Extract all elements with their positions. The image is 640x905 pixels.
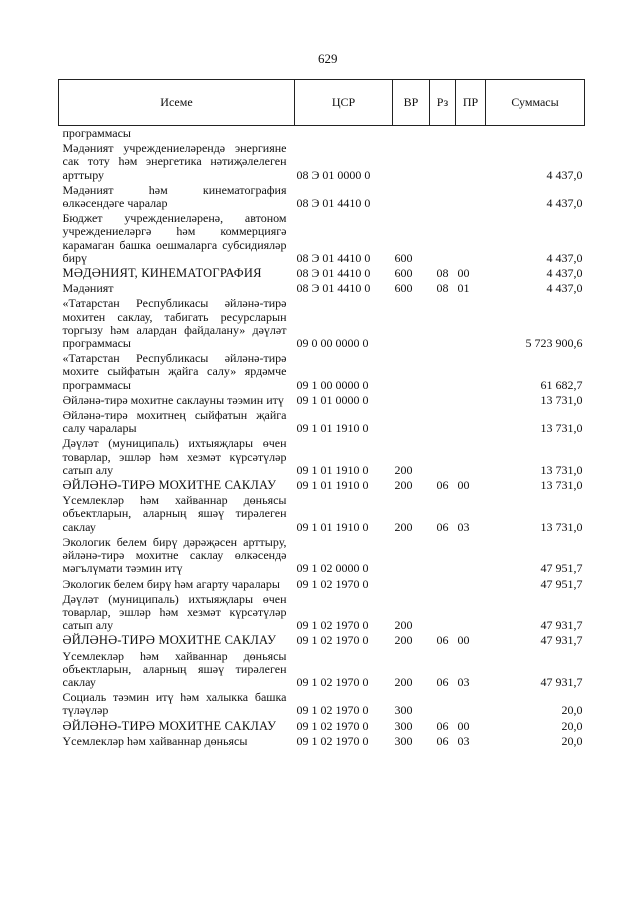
cell-pr: [456, 436, 486, 478]
table-row: [59, 734, 585, 749]
cell-name: Экологик белем бирү дәрәҗәсен арттыру, әйләнә-тирә мохитне саклау өлкәсендә мәгълүмати тәэмин итү: [62, 534, 287, 576]
cell-rz: [430, 211, 456, 266]
cell-pr: [456, 296, 486, 351]
cell-name: ӘЙЛӘНӘ-ТИРӘ МОХИТНЕ САКЛАУ: [62, 633, 277, 648]
cell-pr: 00: [457, 718, 470, 733]
cell-sum: 20,0: [561, 733, 583, 748]
cell-pr: [456, 592, 486, 634]
cell-rz: [430, 183, 456, 211]
cell-pr: [456, 141, 486, 183]
cell-pr: [456, 393, 486, 408]
cell-csr: 08 Э 01 0000 0: [296, 167, 371, 182]
cell-sum: 47 931,7: [540, 674, 583, 689]
cell-vr: 600: [394, 250, 413, 265]
cell-sum: 61 682,7: [540, 377, 583, 392]
table-row: [59, 690, 585, 718]
cell-rz: 06: [436, 478, 449, 493]
cell-rz: 08: [436, 281, 449, 296]
cell-sum: 4 437,0: [546, 167, 583, 182]
cell-rz: 06: [436, 718, 449, 733]
cell-csr: 09 1 01 0000 0: [296, 392, 369, 407]
cell-rz: [430, 393, 456, 408]
cell-vr: [393, 393, 430, 408]
cell-rz: [430, 141, 456, 183]
table-row: [59, 351, 585, 393]
cell-rz: [430, 126, 456, 142]
table-row: [59, 183, 585, 211]
cell-vr: 600: [394, 266, 413, 281]
table-row: [59, 633, 585, 648]
table-row: [59, 592, 585, 634]
cell-name: ӘЙЛӘНӘ-ТИРӘ МОХИТНЕ САКЛАУ: [62, 718, 277, 733]
cell-name: «Татарстан Республикасы әйләнә-тирә мохите сыйфатын җайга салу» ярдәмче программасы: [62, 351, 287, 392]
cell-pr: 00: [457, 478, 470, 493]
cell-csr: 09 1 00 0000 0: [296, 377, 369, 392]
cell-name: Дәүләт (муниципаль) ихтыяҗлары өчен товарлар, эшләр һәм хезмәт күрсәтүләр сатып алу: [62, 591, 287, 633]
cell-name: «Татарстан Республикасы әйләнә-тирә мохитен саклау, табигать ресурсларын торгызу һәм алардан файдалану» дәүләт программасы: [62, 296, 287, 351]
table-row: [59, 211, 585, 266]
cell-vr: [393, 351, 430, 393]
cell-name: Үсемлекләр һәм хайваннар дөньясы объектларын, аларның яшәү тирәлеген саклау: [62, 648, 287, 689]
table-row: [59, 649, 585, 691]
cell-name: Мәдәният: [62, 281, 114, 296]
cell-name: Үсемлекләр һәм хайваннар дөньясы объектларын, аларның яшәү тирәлеген саклау: [62, 493, 287, 534]
cell-vr: 200: [394, 618, 413, 633]
cell-rz: [430, 351, 456, 393]
table-row: [59, 493, 585, 535]
cell-csr: 08 Э 01 4410 0: [296, 250, 371, 265]
cell-csr: 08 Э 01 4410 0: [296, 281, 371, 296]
cell-rz: [430, 296, 456, 351]
cell-csr: 09 1 01 1910 0: [296, 478, 369, 493]
cell-csr: 09 0 00 0000 0: [296, 336, 369, 351]
cell-name: Мәдәният һәм кинематография өлкәсендәге чаралар: [62, 182, 287, 211]
cell-vr: [393, 296, 430, 351]
cell-vr: 200: [394, 478, 413, 493]
cell-rz: [430, 690, 456, 718]
cell-csr: 09 1 02 0000 0: [296, 561, 369, 576]
cell-vr: [393, 577, 430, 592]
cell-vr: [393, 141, 430, 183]
cell-vr: 200: [394, 462, 413, 477]
cell-sum: 47 931,7: [540, 633, 583, 648]
cell-pr: [456, 690, 486, 718]
cell-name: Әйләнә-тирә мохитне саклауны тәэмин итү: [62, 392, 284, 407]
cell-vr: [393, 408, 430, 436]
cell-rz: 08: [436, 266, 449, 281]
cell-rz: 06: [436, 633, 449, 648]
cell-name: Мәдәният учреждениеләрендә энергияне сак тоту һәм энергетика нәтиҗәлелеген арттыру: [62, 141, 287, 182]
cell-sum: 47 931,7: [540, 618, 583, 633]
cell-pr: [456, 351, 486, 393]
cell-rz: 06: [436, 733, 449, 748]
cell-vr: 300: [394, 733, 413, 748]
cell-csr: [295, 126, 393, 142]
cell-sum: 13 731,0: [540, 392, 583, 407]
cell-name: Әйләнә-тирә мохитнең сыйфатын җайга салу чаралары: [62, 408, 287, 436]
budget-table: [58, 79, 585, 749]
table-row: [59, 719, 585, 734]
cell-csr: 09 1 02 1970 0: [296, 674, 369, 689]
cell-pr: 01: [457, 281, 470, 296]
cell-rz: [430, 577, 456, 592]
cell-name: Үсемлекләр һәм хайваннар дөньясы: [62, 733, 248, 748]
cell-vr: 200: [394, 633, 413, 648]
cell-sum: 47 951,7: [540, 561, 583, 576]
header-vr: ВР: [393, 80, 430, 126]
header-name: Исеме: [59, 80, 295, 126]
cell-pr: 00: [457, 633, 470, 648]
cell-pr: 03: [457, 674, 470, 689]
cell-csr: 09 1 01 1910 0: [296, 421, 369, 436]
cell-name: ӘЙЛӘНӘ-ТИРӘ МОХИТНЕ САКЛАУ: [62, 478, 277, 493]
cell-vr: [393, 183, 430, 211]
cell-vr: 300: [394, 703, 413, 718]
cell-name: МӘДӘНИЯТ, КИНЕМАТОГРАФИЯ: [62, 266, 262, 281]
table-row: [59, 296, 585, 351]
table-row: [59, 535, 585, 577]
cell-sum: 13 731,0: [540, 462, 583, 477]
table-row: [59, 436, 585, 478]
header-rz: Рз: [430, 80, 456, 126]
cell-vr: [393, 126, 430, 142]
cell-rz: [430, 436, 456, 478]
cell-sum: 5 723 900,6: [525, 336, 583, 351]
cell-pr: [456, 535, 486, 577]
cell-sum: 13 731,0: [540, 478, 583, 493]
cell-pr: 03: [457, 519, 470, 534]
table-row: [59, 577, 585, 592]
cell-vr: 200: [394, 674, 413, 689]
table-row: [59, 126, 585, 142]
cell-sum: 13 731,0: [540, 421, 583, 436]
cell-csr: 09 1 02 1970 0: [296, 576, 369, 591]
cell-rz: [430, 535, 456, 577]
cell-rz: [430, 592, 456, 634]
cell-csr: 09 1 02 1970 0: [296, 718, 369, 733]
cell-sum: 20,0: [561, 718, 583, 733]
table-row: [59, 408, 585, 436]
cell-csr: 09 1 01 1910 0: [296, 462, 369, 477]
table-row: [59, 141, 585, 183]
cell-pr: [456, 183, 486, 211]
cell-sum: 4 437,0: [546, 250, 583, 265]
table-row: [59, 281, 585, 296]
cell-rz: [430, 408, 456, 436]
table-body: [59, 126, 585, 749]
cell-name: Бюджет учреждениеләренә, автоном учреждениеләргә һәм коммерциягә карамаган башка оешмаларга субсидияләр бирү: [62, 211, 287, 265]
cell-name: программасы: [62, 126, 131, 140]
cell-pr: [456, 126, 486, 142]
header-pr: ПР: [456, 80, 486, 126]
cell-rz: 06: [436, 519, 449, 534]
cell-sum: 4 437,0: [546, 196, 583, 211]
cell-sum: 4 437,0: [546, 266, 583, 281]
cell-vr: 300: [394, 718, 413, 733]
cell-csr: 09 1 02 1970 0: [296, 703, 369, 718]
cell-sum: 4 437,0: [546, 281, 583, 296]
cell-name: Дәүләт (муниципаль) ихтыяҗлары өчен товарлар, эшләр һәм хезмәт күрсәтүләр сатып алу: [62, 436, 287, 477]
cell-csr: 08 Э 01 4410 0: [296, 196, 371, 211]
cell-rz: 06: [436, 674, 449, 689]
cell-csr: 08 Э 01 4410 0: [296, 266, 371, 281]
table-row: [59, 478, 585, 493]
cell-sum: 20,0: [561, 703, 583, 718]
cell-vr: 200: [394, 519, 413, 534]
table-row: [59, 393, 585, 408]
table-row: [59, 266, 585, 281]
cell-name: Экологик белем бирү һәм агарту чаралары: [62, 576, 280, 591]
cell-name: Социаль тәэмин итү һәм халыкка башка түләүләр: [62, 690, 287, 718]
page-number: 629: [318, 51, 338, 66]
cell-pr: [456, 577, 486, 592]
table-header: [59, 80, 585, 126]
cell-csr: 09 1 02 1970 0: [296, 633, 369, 648]
cell-vr: [393, 535, 430, 577]
cell-csr: 09 1 02 1970 0: [296, 733, 369, 748]
cell-csr: 09 1 01 1910 0: [296, 519, 369, 534]
cell-pr: [456, 211, 486, 266]
cell-sum: 47 951,7: [540, 576, 583, 591]
header-csr: ЦСР: [295, 80, 393, 126]
header-sum: Суммасы: [486, 80, 585, 126]
cell-pr: 00: [457, 266, 470, 281]
cell-pr: 03: [457, 733, 470, 748]
cell-sum: [486, 126, 585, 142]
cell-sum: 13 731,0: [540, 519, 583, 534]
cell-csr: 09 1 02 1970 0: [296, 618, 369, 633]
cell-vr: 600: [394, 281, 413, 296]
cell-pr: [456, 408, 486, 436]
